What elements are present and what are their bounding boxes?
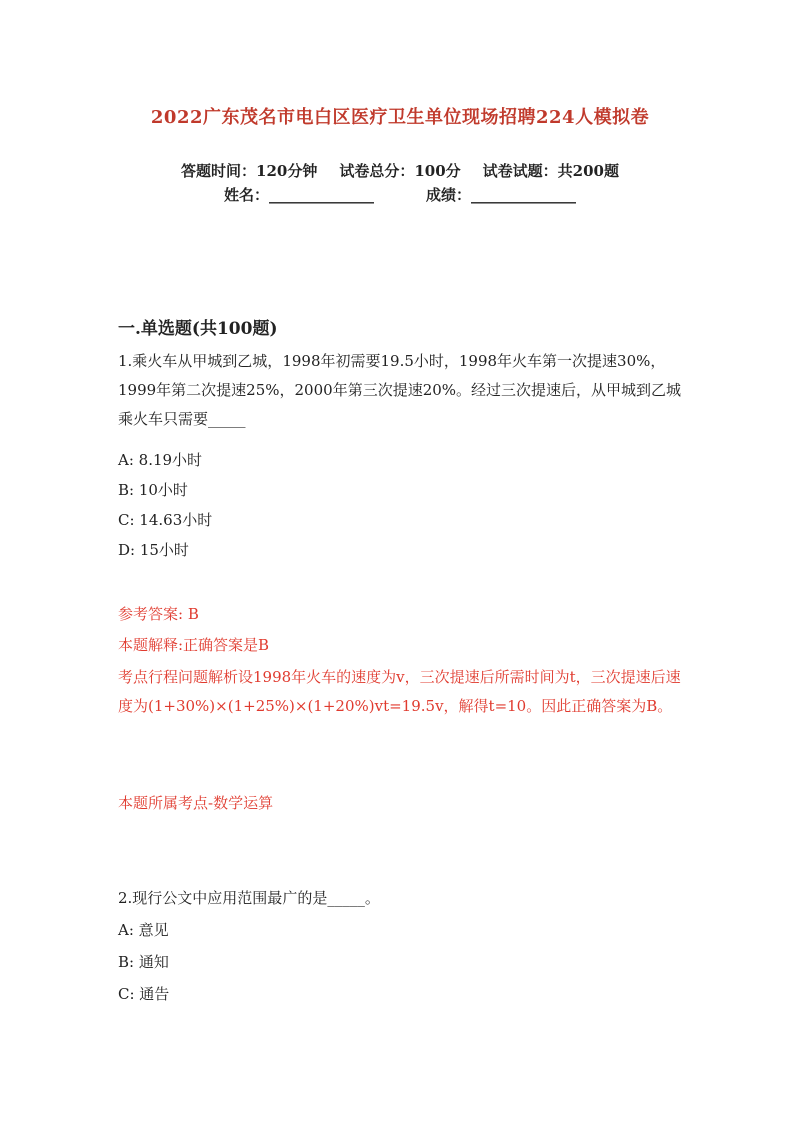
question-2-option-c: C: 通告 bbox=[118, 985, 170, 1003]
question-2-option-b: B: 通知 bbox=[118, 953, 169, 971]
question-1-explanation-head: 本题解释:正确答案是B bbox=[118, 636, 270, 654]
exam-meta-line bbox=[0, 160, 800, 181]
question-1-option-d: D: 15小时 bbox=[118, 541, 189, 559]
question-1-option-c: C: 14.63小时 bbox=[118, 511, 213, 529]
question-1-option-a: A: 8.19小时 bbox=[118, 451, 203, 469]
candidate-info-line bbox=[0, 184, 800, 205]
grade-field: 成绩：______________ bbox=[426, 186, 577, 204]
section-heading: 一.单选题(共100题) bbox=[118, 319, 278, 339]
exam-total-score: 试卷总分：100分 bbox=[339, 162, 461, 180]
exam-time: 答题时间：120分钟 bbox=[181, 162, 318, 180]
question-2-option-a: A: 意见 bbox=[118, 921, 169, 939]
question-1-stem: 1.乘火车从甲城到乙城，1998年初需要19.5小时，1998年火车第一次提速30%，1999年第二次提速25%，2000年第三次提速20%。经过三次提速后，从甲城到乙城乘火车只需要_____ bbox=[118, 352, 682, 428]
question-2-stem: 2.现行公文中应用范围最广的是_____。 bbox=[118, 889, 380, 907]
document-title: 2022广东茂名市电白区医疗卫生单位现场招聘224人模拟卷 bbox=[150, 107, 650, 128]
question-1-explanation-body: 考点行程问题解析设1998年火车的速度为v，三次提速后所需时间为t，三次提速后速度为(1+30%)×(1+25%)×(1+20%)vt=19.5v，解得t=10。因此正确答案为B。 bbox=[118, 668, 681, 715]
question-1-topic: 本题所属考点-数学运算 bbox=[118, 794, 274, 812]
name-field: 姓名：______________ bbox=[223, 186, 374, 204]
question-1-option-b: B: 10小时 bbox=[118, 481, 188, 499]
question-1-answer: 参考答案: B bbox=[118, 605, 199, 623]
exam-question-count: 试卷试题：共200题 bbox=[482, 162, 619, 180]
